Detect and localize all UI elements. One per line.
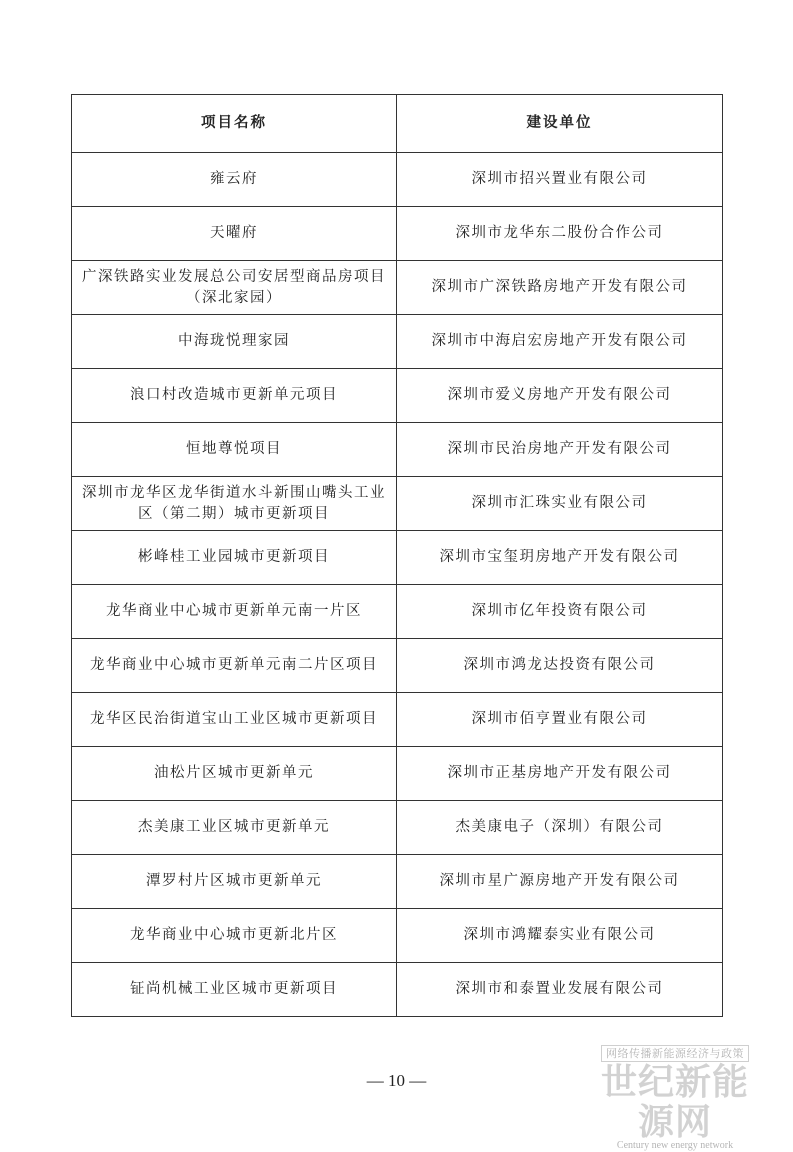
table-row — [72, 477, 723, 531]
project-name-cell: 彬峰桂工业园城市更新项目 — [72, 531, 397, 585]
table-row — [72, 369, 723, 423]
header-construction-unit: 建设单位 — [397, 95, 723, 153]
table-row — [72, 207, 723, 261]
construction-unit-cell: 深圳市龙华东二股份合作公司 — [397, 207, 723, 261]
construction-unit-cell: 深圳市中海启宏房地产开发有限公司 — [397, 315, 723, 369]
construction-unit-cell: 深圳市佰亨置业有限公司 — [397, 693, 723, 747]
construction-unit-cell: 杰美康电子（深圳）有限公司 — [397, 801, 723, 855]
watermark-tagline: 网络传播新能源经济与政策 — [601, 1045, 749, 1062]
construction-unit-cell: 深圳市招兴置业有限公司 — [397, 153, 723, 207]
project-table — [71, 94, 723, 1017]
project-name-cell: 龙华商业中心城市更新北片区 — [72, 909, 397, 963]
project-name-cell: 中海珑悦理家园 — [72, 315, 397, 369]
table-body — [72, 153, 723, 1017]
project-name-cell: 杰美康工业区城市更新单元 — [72, 801, 397, 855]
construction-unit-cell: 深圳市汇珠实业有限公司 — [397, 477, 723, 531]
project-name-cell: 龙华商业中心城市更新单元南二片区项目 — [72, 639, 397, 693]
table-row — [72, 693, 723, 747]
construction-unit-cell: 深圳市亿年投资有限公司 — [397, 585, 723, 639]
table-row — [72, 855, 723, 909]
table-row — [72, 747, 723, 801]
table-row — [72, 423, 723, 477]
project-name-cell: 浪口村改造城市更新单元项目 — [72, 369, 397, 423]
table-row — [72, 153, 723, 207]
project-name-cell: 龙华商业中心城市更新单元南一片区 — [72, 585, 397, 639]
page-number: — 10 — — [366, 1071, 427, 1090]
table-row — [72, 909, 723, 963]
header-project-name: 项目名称 — [72, 95, 397, 153]
table-row — [72, 801, 723, 855]
construction-unit-cell: 深圳市广深铁路房地产开发有限公司 — [397, 261, 723, 315]
project-name-cell: 潭罗村片区城市更新单元 — [72, 855, 397, 909]
construction-unit-cell: 深圳市鸿耀泰实业有限公司 — [397, 909, 723, 963]
project-name-cell: 油松片区城市更新单元 — [72, 747, 397, 801]
watermark-title: 世纪新能源网 — [600, 1061, 749, 1143]
project-name-cell: 钲尚机械工业区城市更新项目 — [72, 963, 397, 1017]
construction-unit-cell: 深圳市宝玺玥房地产开发有限公司 — [397, 531, 723, 585]
project-name-cell: 雍云府 — [72, 153, 397, 207]
construction-unit-cell: 深圳市星广源房地产开发有限公司 — [397, 855, 723, 909]
construction-unit-cell: 深圳市正基房地产开发有限公司 — [397, 747, 723, 801]
project-name-cell: 广深铁路实业发展总公司安居型商品房项目（深北家园） — [72, 261, 397, 315]
watermark-subtitle: Century new energy network — [616, 1140, 734, 1151]
project-name-cell: 天曜府 — [72, 207, 397, 261]
table-row — [72, 531, 723, 585]
table-row — [72, 261, 723, 315]
watermark-logo — [595, 1042, 755, 1152]
construction-unit-cell: 深圳市和泰置业发展有限公司 — [397, 963, 723, 1017]
table-row — [72, 315, 723, 369]
construction-unit-cell: 深圳市鸿龙达投资有限公司 — [397, 639, 723, 693]
table-row — [72, 639, 723, 693]
table-row — [72, 585, 723, 639]
project-name-cell: 恒地尊悦项目 — [72, 423, 397, 477]
project-name-cell: 龙华区民治街道宝山工业区城市更新项目 — [72, 693, 397, 747]
construction-unit-cell: 深圳市爱义房地产开发有限公司 — [397, 369, 723, 423]
table-row — [72, 963, 723, 1017]
table-header-row — [72, 95, 723, 153]
project-name-cell: 深圳市龙华区龙华街道水斗新围山嘴头工业区（第二期）城市更新项目 — [72, 477, 397, 531]
construction-unit-cell: 深圳市民治房地产开发有限公司 — [397, 423, 723, 477]
